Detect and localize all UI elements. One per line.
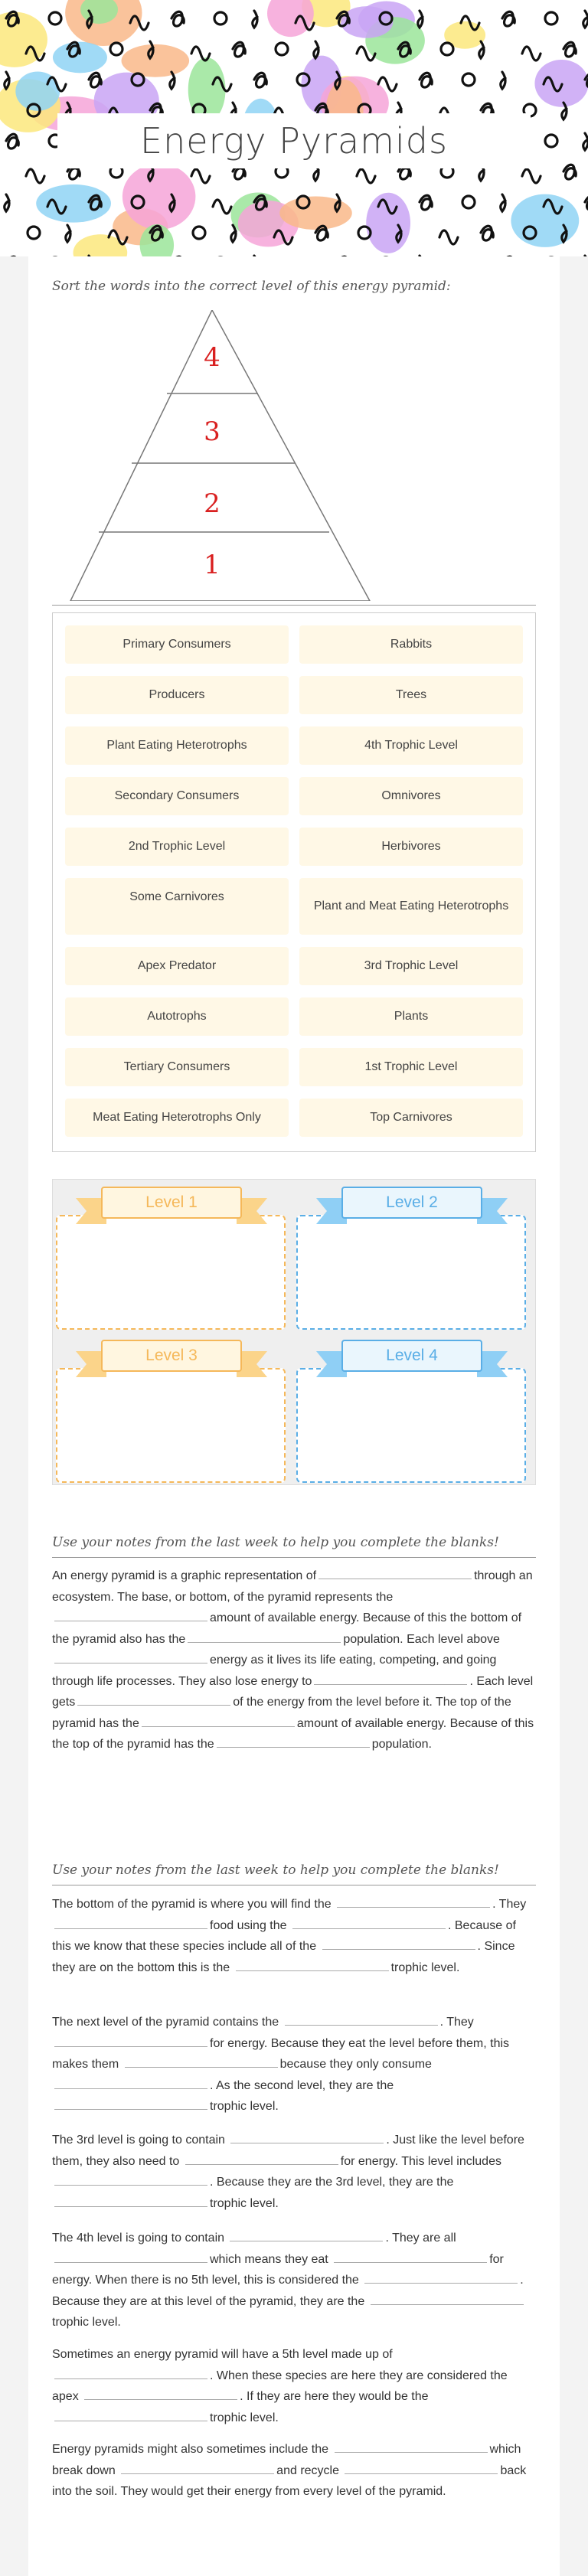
word-tile[interactable]: Trees xyxy=(299,676,523,714)
word-tile[interactable]: Plant Eating Heterotrophs xyxy=(65,726,289,765)
pyramid-level-1-number: 1 xyxy=(204,550,220,580)
blank-input[interactable] xyxy=(230,2130,384,2143)
text-fragment: Sometimes an energy pyramid will have a 5th level made up of xyxy=(52,2348,393,2361)
word-tile[interactable]: Primary Consumers xyxy=(65,625,289,664)
text-fragment: . Because of this we know that these species include all of the xyxy=(52,1918,516,1953)
blank-input[interactable] xyxy=(125,2055,278,2068)
blank-input[interactable] xyxy=(314,1672,467,1685)
section2-paragraph-5 xyxy=(52,2344,536,2428)
zone-label-level-3 xyxy=(76,1337,267,1382)
text-fragment: . Just like the level before them, they also need to xyxy=(52,2134,524,2168)
section2-paragraph-4 xyxy=(52,2228,536,2333)
text-fragment: . If they are here they would be the xyxy=(240,2390,429,2403)
text-fragment: amount of available energy. Because of this the bottom of the pyramid also has the xyxy=(52,1611,522,1646)
word-bank xyxy=(52,612,536,1152)
blank-input[interactable] xyxy=(217,1735,370,1748)
text-fragment: . As the second level, they are the xyxy=(210,2078,394,2092)
blank-input[interactable] xyxy=(285,2013,438,2026)
text-fragment: which break down xyxy=(52,2443,521,2477)
blank-input[interactable] xyxy=(54,2097,207,2110)
blank-input[interactable] xyxy=(54,1608,207,1621)
section2-paragraph-2 xyxy=(52,2012,536,2117)
pyramid-level-3-number: 3 xyxy=(204,416,220,447)
text-fragment: . Because they are at this level of the pyramid, they are the xyxy=(52,2274,524,2308)
drop-zone-level-2[interactable] xyxy=(296,1215,526,1330)
text-fragment: back into the soil. They would get their energy from every level of the pyramid. xyxy=(52,2463,527,2498)
section2-paragraph-1 xyxy=(52,1894,536,1978)
zone-label-text: Level 4 xyxy=(386,1347,438,1364)
word-tile[interactable]: Top Carnivores xyxy=(299,1099,523,1137)
word-tile[interactable]: Meat Eating Heterotrophs Only xyxy=(65,1099,289,1137)
text-fragment: for energy. When there is no 5th level, this is considered the xyxy=(52,2252,504,2287)
text-fragment: The next level of the pyramid contains the xyxy=(52,2016,279,2029)
zone-label-level-4 xyxy=(316,1337,508,1382)
blank-input[interactable] xyxy=(318,1566,472,1579)
text-fragment: trophic level. xyxy=(210,2196,279,2210)
blank-input[interactable] xyxy=(334,2250,487,2263)
text-fragment: . When these species are here they are considered the apex xyxy=(52,2369,508,2403)
blank-input[interactable] xyxy=(54,2194,207,2207)
text-fragment: through an ecosystem. The base, or bottom, of the pyramid represents the xyxy=(52,1569,533,1604)
header-banner xyxy=(0,0,588,256)
word-tile[interactable]: 4th Trophic Level xyxy=(299,726,523,765)
text-fragment: for energy. This level includes xyxy=(340,2154,501,2168)
word-tile[interactable]: Apex Predator xyxy=(65,947,289,985)
blank-input[interactable] xyxy=(54,2366,207,2379)
blank-input[interactable] xyxy=(322,1937,475,1950)
blank-input[interactable] xyxy=(335,2440,488,2453)
word-tile[interactable]: Plants xyxy=(299,997,523,1036)
sorting-area xyxy=(52,1179,536,1485)
divider xyxy=(52,1557,536,1558)
blank-input[interactable] xyxy=(188,1630,341,1643)
blank-input[interactable] xyxy=(345,2461,498,2474)
text-fragment: amount of available energy. Because of this the top of the pyramid has the xyxy=(52,1716,534,1751)
word-tile[interactable]: Rabbits xyxy=(299,625,523,664)
zone-label-level-1 xyxy=(76,1184,267,1229)
section1-paragraph xyxy=(52,1566,536,1755)
text-fragment: food using the xyxy=(210,1918,287,1932)
blank-input[interactable] xyxy=(236,1958,389,1971)
text-fragment: trophic level. xyxy=(52,2316,121,2329)
text-fragment: trophic level. xyxy=(210,2100,279,2113)
section1-instruction: Use your notes from the last week to help you complete the blanks! xyxy=(52,1535,499,1550)
word-tile[interactable]: 2nd Trophic Level xyxy=(65,828,289,866)
word-tile[interactable]: Secondary Consumers xyxy=(65,777,289,815)
text-fragment: . They are all xyxy=(385,2232,456,2245)
text-fragment: The bottom of the pyramid is where you will find the xyxy=(52,1898,332,1911)
blank-input[interactable] xyxy=(77,1693,230,1706)
text-fragment: population. Each level above xyxy=(343,1632,500,1646)
section2-paragraph-3 xyxy=(52,2130,536,2214)
text-fragment: . They xyxy=(492,1898,527,1911)
blank-input[interactable] xyxy=(121,2461,274,2474)
pyramid-level-2-number: 2 xyxy=(204,488,220,519)
word-tile[interactable]: Herbivores xyxy=(299,828,523,866)
word-tile[interactable]: Autotrophs xyxy=(65,997,289,1036)
blank-input[interactable] xyxy=(54,2408,207,2421)
divider xyxy=(52,605,536,606)
text-fragment: because they only consume xyxy=(279,2058,432,2071)
word-tile[interactable]: Omnivores xyxy=(299,777,523,815)
drop-zone-level-4[interactable] xyxy=(296,1368,526,1483)
title-box xyxy=(57,113,531,168)
pyramid-instruction: Sort the words into the correct level of this energy pyramid: xyxy=(52,279,451,294)
text-fragment: . Each level gets xyxy=(52,1674,534,1709)
blank-input[interactable] xyxy=(54,2076,207,2089)
page-title: Energy Pyramids xyxy=(140,120,448,162)
blank-input[interactable] xyxy=(54,2250,207,2263)
text-fragment: which means they eat xyxy=(210,2252,328,2266)
blank-input[interactable] xyxy=(142,1714,295,1727)
section2-paragraph-6 xyxy=(52,2439,536,2503)
word-tile[interactable]: 1st Trophic Level xyxy=(299,1048,523,1086)
energy-pyramid xyxy=(52,310,536,601)
blank-input[interactable] xyxy=(54,1650,207,1663)
text-fragment: trophic level. xyxy=(210,2411,279,2424)
text-fragment: trophic level. xyxy=(390,1961,460,1974)
section2-instruction: Use your notes from the last week to help you complete the blanks! xyxy=(52,1863,499,1878)
text-fragment: and recycle xyxy=(276,2463,339,2477)
text-fragment: of the energy from the level before it. The top of the pyramid has the xyxy=(52,1696,511,1730)
text-fragment: . Since they are on the bottom this is the xyxy=(52,1940,515,1974)
text-fragment: The 3rd level is going to contain xyxy=(52,2134,225,2147)
blank-input[interactable] xyxy=(371,2292,524,2305)
blank-input[interactable] xyxy=(230,2228,383,2241)
text-fragment: for energy. Because they eat the level before them, this makes them xyxy=(52,2036,510,2071)
text-fragment: energy as it lives its life eating, competing, and going through life processes. They also lose energy to xyxy=(52,1654,497,1688)
drop-zone-level-1[interactable] xyxy=(56,1215,286,1330)
blank-input[interactable] xyxy=(364,2271,518,2284)
blank-input[interactable] xyxy=(54,1916,207,1929)
text-fragment: . They xyxy=(439,2016,474,2029)
text-fragment: population. xyxy=(371,1738,432,1751)
zone-label-level-2 xyxy=(316,1184,508,1229)
word-tile[interactable]: 3rd Trophic Level xyxy=(299,947,523,985)
blank-input[interactable] xyxy=(185,2152,338,2165)
zone-label-text: Level 2 xyxy=(386,1193,438,1211)
text-fragment: An energy pyramid is a graphic representation of xyxy=(52,1569,317,1582)
blank-input[interactable] xyxy=(84,2387,237,2400)
word-tile[interactable]: Producers xyxy=(65,676,289,714)
pyramid-level-4-number: 4 xyxy=(204,342,220,373)
word-tile[interactable]: Plant and Meat Eating Heterotrophs xyxy=(299,878,523,935)
word-tile[interactable]: Tertiary Consumers xyxy=(65,1048,289,1086)
blank-input[interactable] xyxy=(54,2034,207,2047)
zone-label-text: Level 3 xyxy=(145,1347,198,1364)
text-fragment: . Because they are the 3rd level, they are the xyxy=(210,2176,454,2189)
blank-input[interactable] xyxy=(292,1916,446,1929)
blank-input[interactable] xyxy=(54,2173,207,2186)
word-tile[interactable]: Some Carnivores xyxy=(65,878,289,935)
zone-label-text: Level 1 xyxy=(145,1193,198,1211)
text-fragment: Energy pyramids might also sometimes include the xyxy=(52,2443,329,2456)
drop-zone-level-3[interactable] xyxy=(56,1368,286,1483)
blank-input[interactable] xyxy=(337,1895,490,1908)
text-fragment: The 4th level is going to contain xyxy=(52,2232,225,2245)
